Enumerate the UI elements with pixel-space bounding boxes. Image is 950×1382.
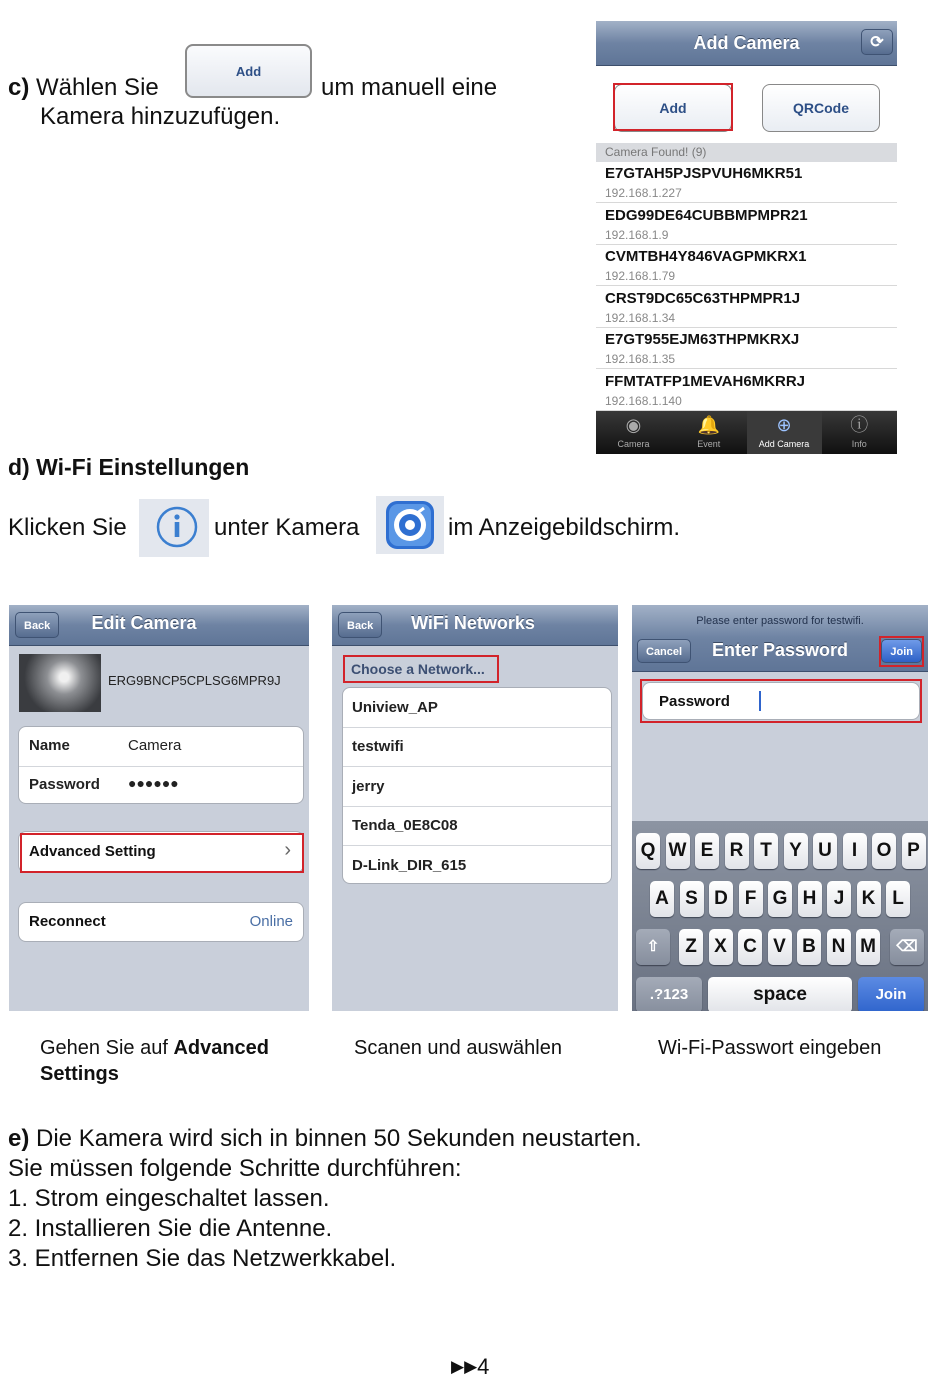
step-3: 3. Entfernen Sie das Netzwerkkabel. xyxy=(8,1245,397,1272)
edit-camera-screen xyxy=(9,605,309,1011)
tab-event[interactable] xyxy=(671,411,746,454)
choose-network-label: Choose a Network... xyxy=(351,661,485,677)
numbers-key[interactable]: .?123 xyxy=(636,977,702,1011)
key-n[interactable]: N xyxy=(827,929,851,965)
keyboard xyxy=(632,821,928,1011)
edit-camera-title: Edit Camera xyxy=(91,613,197,633)
add-camera-navbar xyxy=(596,21,897,66)
camera-ip: 192.168.1.35 xyxy=(605,352,676,366)
section-d-part1: Klicken Sie xyxy=(8,514,127,541)
camera-icon xyxy=(376,496,444,554)
section-d-part2: unter Kamera xyxy=(214,514,360,541)
camera-list-item[interactable] xyxy=(596,245,897,286)
tab-bar xyxy=(596,411,897,454)
key-l[interactable]: L xyxy=(886,881,910,917)
online-status: Online xyxy=(249,913,293,930)
key-h[interactable]: H xyxy=(798,881,822,917)
network-name: Uniview_AP xyxy=(352,699,438,716)
camera-ip: 192.168.1.34 xyxy=(605,310,676,325)
camera-tab-icon: ◉ xyxy=(625,415,642,436)
section-c-before: Wählen Sie xyxy=(36,74,159,101)
camera-found-header: Camera Found! (9) xyxy=(596,143,897,162)
section-e-line2: Sie müssen folgende Schritte durchführen: xyxy=(8,1155,462,1182)
password-label: Password xyxy=(29,776,100,793)
space-key[interactable]: space xyxy=(708,977,852,1011)
key-e[interactable]: E xyxy=(695,833,719,869)
password-row[interactable] xyxy=(19,766,303,804)
caption-password: Wi-Fi-Passwort eingeben xyxy=(658,1037,882,1059)
back-button[interactable]: Back xyxy=(15,612,59,638)
tab-camera[interactable] xyxy=(596,411,671,454)
section-c-line1 xyxy=(8,73,159,103)
camera-thumbnail xyxy=(19,654,101,712)
advanced-setting-label: Advanced Setting xyxy=(29,843,156,860)
refresh-icon[interactable]: ⟳ xyxy=(861,29,893,55)
wifi-back-button[interactable]: Back xyxy=(338,612,382,638)
highlight-advanced xyxy=(20,833,304,873)
name-value: Camera xyxy=(128,737,182,754)
section-e-letter: e) xyxy=(8,1125,30,1152)
highlight-password xyxy=(640,679,922,723)
key-k[interactable]: K xyxy=(857,881,881,917)
add-label: Add xyxy=(659,100,687,116)
key-w[interactable]: W xyxy=(666,833,690,869)
camera-list-item[interactable] xyxy=(596,287,897,328)
info-icon: ⓘ xyxy=(850,415,869,436)
password-prompt: Please enter password for testwifi. xyxy=(696,615,864,627)
key-z[interactable]: Z xyxy=(679,929,703,965)
key-o[interactable]: O xyxy=(872,833,896,869)
network-list xyxy=(342,687,612,884)
network-item[interactable] xyxy=(343,846,611,885)
camera-id: E7GT955EJM63THPMKRXJ xyxy=(605,331,800,348)
section-c-letter: c) xyxy=(8,74,30,101)
password-field-label: Password xyxy=(659,693,730,710)
section-d-heading: d) Wi-Fi Einstellungen xyxy=(8,454,250,480)
add-camera-title: Add Camera xyxy=(693,33,800,53)
section-e-line1 xyxy=(8,1124,642,1154)
caption-advanced-bold: Advanced xyxy=(173,1037,270,1059)
camera-id: CVMTBH4Y846VAGPMKRX1 xyxy=(605,248,807,265)
camera-ip: 192.168.1.227 xyxy=(605,186,682,200)
key-c[interactable]: C xyxy=(738,929,762,965)
section-d-part3: im Anzeigebildschirm. xyxy=(448,514,681,541)
section-c-line2: Kamera hinzuzufügen. xyxy=(40,103,281,130)
camera-list-item[interactable] xyxy=(596,370,897,411)
caption-advanced-bold2: Settings xyxy=(40,1063,119,1085)
network-item[interactable] xyxy=(343,806,611,846)
edit-camera-id: ERG9BNCP5CPLSG6MPR9J xyxy=(108,673,281,688)
camera-list-item[interactable] xyxy=(596,204,897,245)
highlight-choose xyxy=(343,655,499,683)
enter-password-title: Enter Password xyxy=(711,640,849,660)
key-q[interactable]: Q xyxy=(636,833,660,869)
network-name: testwifi xyxy=(352,738,404,756)
wifi-navbar xyxy=(332,605,618,646)
camera-ip: 192.168.1.79 xyxy=(605,269,676,283)
camera-ip: 192.168.1.9 xyxy=(605,227,669,242)
key-m[interactable]: M xyxy=(856,929,880,965)
key-a[interactable]: A xyxy=(650,881,674,917)
key-v[interactable]: V xyxy=(768,929,792,965)
camera-id: FFMTATFP1MEVAH6MKRRJ xyxy=(605,372,805,390)
info-icon xyxy=(139,499,209,557)
cancel-button[interactable]: Cancel xyxy=(637,639,691,663)
reconnect-label: Reconnect xyxy=(29,913,106,930)
key-y[interactable]: Y xyxy=(784,833,808,869)
qrcode-button[interactable] xyxy=(762,84,880,132)
caption-advanced xyxy=(40,1035,269,1087)
key-b[interactable]: B xyxy=(797,929,821,965)
tab-label: Camera xyxy=(617,439,650,449)
network-name: jerry xyxy=(352,777,385,795)
key-s[interactable]: S xyxy=(680,881,704,917)
highlight-add xyxy=(613,83,733,131)
network-name: Tenda_0E8C08 xyxy=(352,817,458,835)
caption-scan: Scanen und auswählen xyxy=(354,1037,562,1059)
camera-list-item[interactable] xyxy=(596,162,897,203)
camera-id: CRST9DC65C63THPMPR1J xyxy=(605,289,801,307)
add-button-illustration xyxy=(185,44,312,98)
key-u[interactable]: U xyxy=(813,833,837,869)
step-1: 1. Strom eingeschaltet lassen. xyxy=(8,1185,330,1212)
shift-icon[interactable]: ⇧ xyxy=(636,929,670,965)
key-t[interactable]: T xyxy=(754,833,778,869)
name-label: Name xyxy=(29,737,70,754)
tab-label: Event xyxy=(697,439,721,449)
key-g[interactable]: G xyxy=(768,881,792,917)
enter-password-screen xyxy=(632,605,928,1011)
edit-camera-navbar xyxy=(9,605,309,646)
section-e-text: Die Kamera wird sich in binnen 50 Sekunden neustarten. xyxy=(36,1125,642,1152)
key-i[interactable]: I xyxy=(843,833,867,869)
keyboard-join-key[interactable]: Join xyxy=(858,977,924,1011)
reconnect-row[interactable] xyxy=(18,902,304,942)
camera-list-item[interactable] xyxy=(596,328,897,369)
backspace-icon[interactable]: ⌫ xyxy=(890,929,924,965)
double-arrow-icon: ▶▶ xyxy=(451,1357,478,1376)
tab-label: Info xyxy=(851,439,867,449)
add-camera-screen xyxy=(596,21,897,454)
key-r[interactable]: R xyxy=(725,833,749,869)
page-number: 4 xyxy=(477,1354,490,1379)
camera-ip: 192.168.1.140 xyxy=(605,393,682,408)
tab-info[interactable] xyxy=(822,411,897,454)
network-item[interactable] xyxy=(343,688,611,728)
network-item[interactable] xyxy=(343,767,611,807)
step-2: 2. Installieren Sie die Antenne. xyxy=(8,1215,333,1242)
join-button[interactable]: Join xyxy=(881,639,922,663)
network-name: D-Link_DIR_615 xyxy=(352,856,467,874)
add-button-label: Add xyxy=(235,64,262,79)
network-item[interactable] xyxy=(343,727,611,767)
page-footer xyxy=(451,1354,489,1380)
name-row[interactable] xyxy=(19,727,303,767)
key-x[interactable]: X xyxy=(709,929,733,965)
add-camera-icon: ⊕ xyxy=(776,415,792,436)
chevron-right-icon: › xyxy=(284,839,291,861)
highlight-join xyxy=(879,636,924,667)
wifi-networks-screen xyxy=(332,605,618,1011)
tab-add-camera[interactable] xyxy=(747,411,822,454)
camera-id: EDG99DE64CUBBMPMPR21 xyxy=(605,206,808,224)
key-p[interactable]: P xyxy=(902,833,926,869)
camera-id: E7GTAH5PJSPVUH6MKR51 xyxy=(605,165,803,182)
wifi-title: WiFi Networks xyxy=(411,613,535,633)
tab-label: Add Camera xyxy=(758,439,810,449)
caption-advanced-pre: Gehen Sie auf xyxy=(40,1037,168,1059)
key-d[interactable]: D xyxy=(709,881,733,917)
password-value: ●●●●●● xyxy=(128,775,179,791)
credentials-group xyxy=(18,726,304,804)
key-j[interactable]: J xyxy=(827,881,851,917)
qrcode-label: QRCode xyxy=(793,100,849,116)
section-c-after: um manuell eine xyxy=(321,74,498,101)
key-f[interactable]: F xyxy=(739,881,763,917)
bell-icon: 🔔 xyxy=(697,415,720,436)
